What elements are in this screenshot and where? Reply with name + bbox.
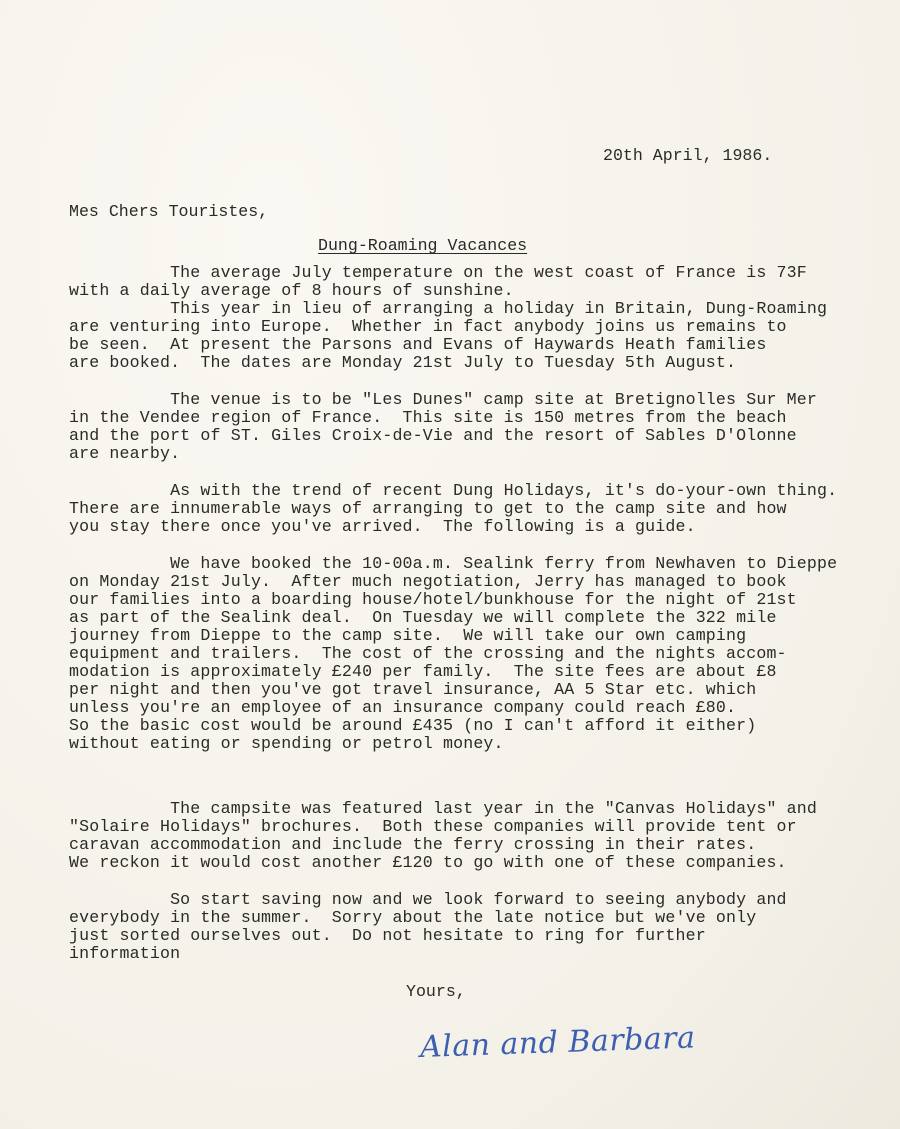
body-line: caravan accommodation and include the ferry crossing in their rates. — [69, 835, 757, 854]
body-line: are venturing into Europe. Whether in fact anybody joins us remains to — [69, 317, 787, 336]
body-line: on Monday 21st July. After much negotiation, Jerry has managed to book — [69, 572, 787, 591]
body-line: without eating or spending or petrol money. — [69, 734, 504, 753]
body-line: as part of the Sealink deal. On Tuesday we will complete the 322 mile — [69, 608, 777, 627]
body-line: are booked. The dates are Monday 21st July to Tuesday 5th August. — [69, 353, 737, 372]
body-line: just sorted ourselves out. Do not hesitate to ring for further — [69, 926, 706, 945]
closing: Yours, — [406, 982, 466, 1001]
salutation: Mes Chers Touristes, — [69, 202, 269, 221]
body-line: and the port of ST. Giles Croix-de-Vie and the resort of Sables D'Olonne — [69, 426, 797, 445]
body-line: As with the trend of recent Dung Holidays, it's do-your-own thing. — [69, 481, 838, 500]
body-line: We reckon it would cost another £120 to go with one of these companies. — [69, 853, 787, 872]
body-line: in the Vendee region of France. This site is 150 metres from the beach — [69, 408, 787, 427]
body-line: So the basic cost would be around £435 (no I can't afford it either) — [69, 716, 757, 735]
body-line: per night and then you've got travel insurance, AA 5 Star etc. which — [69, 680, 757, 699]
body-line: journey from Dieppe to the camp site. We will take our own camping — [69, 626, 747, 645]
handwritten-signature: Alan and Barbara — [419, 1020, 696, 1065]
body-line: you stay there once you've arrived. The following is a guide. — [69, 517, 696, 536]
body-line: information — [69, 944, 181, 963]
letter-heading: Dung-Roaming Vacances — [318, 236, 528, 255]
body-line: modation is approximately £240 per family. The site fees are about £8 — [69, 662, 777, 681]
body-line: The campsite was featured last year in the "Canvas Holidays" and — [69, 799, 817, 818]
body-line: are nearby. — [69, 444, 181, 463]
body-line: The venue is to be "Les Dunes" camp site at Bretignolles Sur Mer — [69, 390, 817, 409]
body-line: unless you're an employee of an insurance company could reach £80. — [69, 698, 737, 717]
body-line: "Solaire Holidays" brochures. Both these companies will provide tent or — [69, 817, 797, 836]
body-line: We have booked the 10-00a.m. Sealink ferry from Newhaven to Dieppe — [69, 554, 838, 573]
body-line: equipment and trailers. The cost of the crossing and the nights accom- — [69, 644, 787, 663]
body-line: The average July temperature on the west coast of France is 73F — [69, 263, 807, 282]
body-line: with a daily average of 8 hours of sunshine. — [69, 281, 514, 300]
letter-date: 20th April, 1986. — [603, 146, 773, 165]
body-line: everybody in the summer. Sorry about the late notice but we've only — [69, 908, 757, 927]
body-line: This year in lieu of arranging a holiday in Britain, Dung-Roaming — [69, 299, 828, 318]
body-line: our families into a boarding house/hotel/bunkhouse for the night of 21st — [69, 590, 797, 609]
body-line: There are innumerable ways of arranging to get to the camp site and how — [69, 499, 787, 518]
body-line: be seen. At present the Parsons and Evans of Haywards Heath families — [69, 335, 767, 354]
body-line: So start saving now and we look forward to seeing anybody and — [69, 890, 787, 909]
